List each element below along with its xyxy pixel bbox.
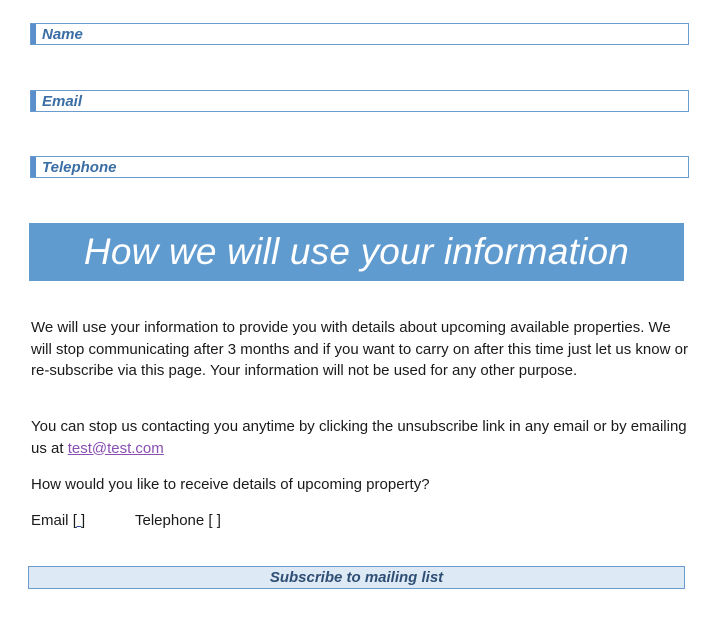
email-field[interactable] xyxy=(30,90,689,112)
email-option[interactable] xyxy=(31,510,85,531)
telephone-field[interactable] xyxy=(30,156,689,178)
email-field-label: Email xyxy=(42,93,83,110)
stop-contact-text: You can stop us contacting you anytime by clicking the unsubscribe link in any email or by emailing us at xyxy=(31,418,687,457)
telephone-field-label: Telephone xyxy=(42,159,117,176)
telephone-option[interactable]: Telephone [ ] xyxy=(135,512,221,529)
information-banner: How we will use your information xyxy=(29,223,684,281)
email-option-label: Email xyxy=(31,512,73,529)
field-accent-bar xyxy=(31,157,36,177)
field-accent-bar xyxy=(31,91,36,111)
stop-contact-paragraph xyxy=(31,416,691,459)
field-accent-bar xyxy=(31,24,36,44)
name-field-label: Name xyxy=(42,26,83,43)
name-field[interactable] xyxy=(30,23,689,45)
subscribe-button[interactable]: Subscribe to mailing list xyxy=(28,566,685,589)
email-option-checkbox[interactable]: [ ] xyxy=(72,512,86,529)
contact-email-link[interactable]: test@test.com xyxy=(67,439,164,457)
usage-paragraph: We will use your information to provide you with details about upcoming available properties. We will stop communicating after 3 months and if you want to carry on after this time just let us know or re-subscribe via this page. Your information will not be used for any other purpose. xyxy=(31,319,688,379)
delivery-question: How would you like to receive details of upcoming property? xyxy=(31,476,430,493)
